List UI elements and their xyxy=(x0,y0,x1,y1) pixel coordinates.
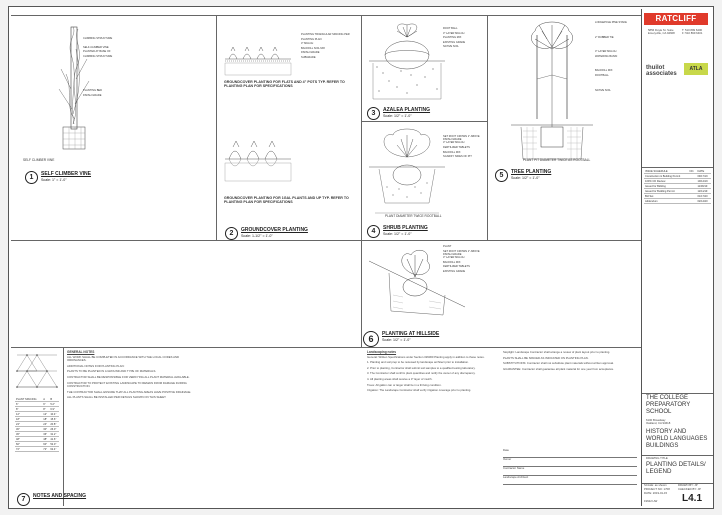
address-line: Emeryville, CA 94608 xyxy=(648,31,675,36)
spacing-cell: 48" xyxy=(42,437,49,442)
spacing-cell: 24" xyxy=(15,422,42,427)
schedule-header: DATE xyxy=(696,169,711,174)
schedule-number xyxy=(689,199,697,204)
detail-title: SELF CLIMBER VINE xyxy=(41,171,92,177)
schedule-description: Issued for Bidding xyxy=(644,184,689,189)
spacing-cell: 20.8" xyxy=(49,422,59,427)
issue-schedule xyxy=(644,169,711,204)
schedule-date: 10/14/19 xyxy=(696,179,711,184)
detail-5-drawing xyxy=(507,19,597,169)
callout: PLANT xyxy=(443,245,452,248)
project-name: HISTORY AND WORLD LANGUAGES BUILDINGS xyxy=(646,429,708,449)
schedule-title: ISSUE SCHEDULE xyxy=(644,169,689,174)
callout: 3" MULCH xyxy=(301,42,314,46)
firm-phone xyxy=(682,29,702,36)
callout: BACKFILL MIX xyxy=(595,69,613,73)
schedule-row xyxy=(644,199,711,204)
divider xyxy=(361,121,487,122)
detail-4-plan-label: PLANT DIAMETER TWICE ROOTBALL xyxy=(385,214,442,218)
callout: BACKFILL MIX xyxy=(443,150,461,154)
callout: 3" LAYER MULCH xyxy=(595,50,617,54)
detail-2-tag xyxy=(225,227,308,240)
callout: BACKFILL MIX xyxy=(443,260,461,264)
spacing-header: B xyxy=(49,397,59,402)
divider xyxy=(487,15,488,240)
spacing-cell: 48" xyxy=(15,437,42,442)
spacing-cell: 41.6" xyxy=(49,437,59,442)
callout: NATIVE SOIL xyxy=(443,45,459,49)
detail-4-drawing xyxy=(367,127,447,219)
title-block xyxy=(642,9,713,506)
spacing-cell: 18" xyxy=(15,417,42,422)
spacing-cell: 5.2" xyxy=(49,402,59,407)
school-name: THE COLLEGE PREPARATORY SCHOOL xyxy=(646,395,691,415)
spacing-cell: 6" xyxy=(15,402,42,407)
divider xyxy=(361,15,362,347)
detail-title: GROUNDCOVER PLANTING xyxy=(241,227,308,233)
callout: PLANTING BED xyxy=(83,89,103,93)
signature-label: Contractor Name xyxy=(503,466,525,470)
phone-line: F: 510 899 6401 xyxy=(682,31,703,36)
detail-scale: Scale: 1-1/2" = 1'-0" xyxy=(241,234,273,238)
spacing-cell: 12" xyxy=(15,412,42,417)
spacing-cell: 36" xyxy=(42,432,49,437)
spacing-cell: 6" xyxy=(42,402,49,407)
phone-line: T: 510 899 6400 xyxy=(682,28,703,32)
detail-4-callouts xyxy=(443,135,485,160)
signature-label: Owner xyxy=(503,457,512,461)
schedule-date: 12/11/19 xyxy=(696,189,711,194)
spacing-cell: 31.2" xyxy=(49,432,59,437)
detail-6-callouts xyxy=(443,245,487,274)
landscaping-notes-cont xyxy=(503,351,637,373)
spacing-cell: 52.0" xyxy=(49,442,59,447)
callout: SCARIFY SIDES OF PIT xyxy=(443,155,472,159)
detail-title: NOTES AND SPACING xyxy=(33,493,87,499)
address-line: 6100 Broadway xyxy=(646,418,666,422)
spacing-cell: 15.6" xyxy=(49,417,59,422)
top-border-line xyxy=(11,15,641,16)
divider xyxy=(216,15,217,240)
schedule-description: Addendum xyxy=(644,199,689,204)
spacing-header: A xyxy=(42,397,49,402)
callout: FERTILIZER TABLETS xyxy=(443,146,470,149)
callout: SELF-CLIMBER VINE PLANTED AT BASE OF CLIMBING STRUCTURE xyxy=(83,45,113,58)
drawing-sheet xyxy=(8,6,714,509)
spacing-cell: 30" xyxy=(42,427,49,432)
callout: SUBGRADE xyxy=(301,55,316,59)
callout: BACKFILL SOIL MIX xyxy=(301,46,326,50)
callout: PLANTING MIX xyxy=(443,36,462,40)
signature-label: Date xyxy=(503,448,509,452)
detail-title: SHRUB PLANTING xyxy=(383,225,428,231)
detail-title: TREE PLANTING xyxy=(511,169,552,175)
firm-logo: RATCLIFF xyxy=(644,13,708,25)
detail-4-tag xyxy=(367,225,428,238)
sheet-code: 19622 HW xyxy=(644,499,658,503)
spacing-cell: 6.9" xyxy=(49,407,59,412)
callout: 3" LAYER MULCH xyxy=(443,31,465,35)
note-item: ALL WORK SHALL BE COMPLETED IN ACCORDANCE WITH THE LOCAL CODES AND ORDINANCES. xyxy=(67,354,180,363)
detail-number: 1 xyxy=(25,171,38,184)
spacing-cell: 30" xyxy=(15,427,42,432)
detail-scale: Scale: 1/2" = 1'-0" xyxy=(383,114,412,118)
note-item: 4. All planting areas shall receive a 3" layer of mulch. xyxy=(367,376,433,381)
schedule-date: 11/06/19 xyxy=(696,184,711,189)
spacing-cell: 72" xyxy=(15,447,42,452)
divider xyxy=(11,347,641,348)
detail-2-note-1: GROUNDCOVER PLANTING FOR FLATS AND 4" POTS TYP. REFER TO PLANTING PLAN FOR SPECIFICATIONS xyxy=(224,80,345,88)
detail-1-plan-label: SELF CLIMBER VINE xyxy=(23,158,55,162)
school-address xyxy=(646,419,670,426)
note-item: 2. Prior to planting, Contractor shall submit soil samples to a qualified testing laboratory. xyxy=(367,365,476,370)
signature-line xyxy=(503,476,637,485)
callout: 3" LAYER MULCH xyxy=(443,141,465,145)
detail-5-tag xyxy=(495,169,551,182)
schedule-date: 09/17/19 xyxy=(696,174,711,179)
detail-number: 7 xyxy=(17,493,30,506)
consultant-logo-1: thuilot associates xyxy=(646,65,677,77)
drawing-title-label: DRAWING TITLE xyxy=(646,456,668,460)
divider xyxy=(63,347,64,506)
note-item: 3. The Contractor shall confirm plant quantities and notify the owner of any discrepancy. xyxy=(367,371,476,376)
detail-number: 6 xyxy=(363,331,379,347)
spacing-cell: 12" xyxy=(42,412,49,417)
divider xyxy=(11,240,641,241)
spacing-header: PLANT SPACING xyxy=(15,397,42,402)
signature-block xyxy=(503,449,637,485)
signature-line xyxy=(503,449,637,458)
spacing-cell: 10.4" xyxy=(49,412,59,417)
detail-1-tag xyxy=(25,171,91,184)
spacing-table xyxy=(15,397,59,452)
callout: SET ROOT CROWN 1" ABOVE FINISH GRADE xyxy=(443,249,480,256)
schedule-description: Issued for Building Permit xyxy=(644,189,689,194)
detail-5-plan-label: PLANT PIT DIAMETER TWICE AS ROOTBALL xyxy=(523,158,591,162)
callout: EXISTING GRADE xyxy=(443,269,466,273)
scale-label: SCALE: as shown xyxy=(644,483,667,487)
note-item: CONTRACTOR TO PROTECT EXISTING LANDSCAPE TO REMAIN FROM DAMAGE DURING CONSTRUCTION. xyxy=(67,380,187,389)
detail-scale: Scale: 1/2" = 1'-0" xyxy=(383,232,412,236)
schedule-header: NO. xyxy=(689,169,697,174)
note-item: SUBSTITUTIONS: Contractor shall not substitute plant materials without written approval. xyxy=(503,361,614,366)
callout: FERTILIZER TABLETS xyxy=(443,265,470,269)
callout: 2" RUBBER TIE xyxy=(595,35,614,39)
note-item: 1. Planting and soil prep to be reviewed by landscape architect prior to installation. xyxy=(367,360,469,365)
general-notes xyxy=(67,351,197,402)
spacing-row xyxy=(15,447,59,452)
detail-1-callouts xyxy=(83,37,121,99)
note-item: Irrigation: The Landscape Contractor shall verify irrigation coverage prior to planting. xyxy=(367,388,472,393)
firm-address xyxy=(648,29,678,36)
detail-3-tag xyxy=(367,107,430,120)
detail-5-callouts xyxy=(595,21,639,93)
detail-scale: Scale: 1/2" = 1'-0" xyxy=(382,338,411,342)
callout: PLANTING TRIANGULAR SPACING PER PLANTING PLAN xyxy=(301,33,350,41)
callout: 3" LAYER MULCH xyxy=(443,256,465,259)
sheet-number: L4.1 xyxy=(682,493,703,504)
schedule-description: 100% CD Review xyxy=(644,179,689,184)
callout: WATERING BASIN xyxy=(595,54,618,58)
detail-title: AZALEA PLANTING xyxy=(383,107,431,113)
address-line: Oakland, CA 94618 xyxy=(646,421,671,426)
callout: NATIVE SOIL xyxy=(595,88,611,92)
callout: CLIMBING STRUCTURE xyxy=(83,37,113,40)
detail-title: PLANTING AT HILLSIDE xyxy=(382,331,440,337)
callout: SET ROOT CROWN 1" ABOVE FINISH GRADE xyxy=(443,135,480,142)
detail-2-callouts xyxy=(301,33,359,61)
schedule-description: Construction & Building Permit xyxy=(644,174,689,179)
spacing-cell: 36" xyxy=(15,432,42,437)
callout: ROOT BALL xyxy=(443,27,458,30)
note-item: CONTRACTOR SHALL BE RESPONSIBLE FOR VERIFYING ALL PLANT MATERIAL AVAILABLE. xyxy=(67,374,190,379)
callout: LODGEPOLE PINE STAKE xyxy=(595,21,627,24)
note-item: Trees: All gallon can or larger shall be in a thriving condition. xyxy=(367,382,442,387)
detail-number: 2 xyxy=(225,227,238,240)
landscaping-notes xyxy=(367,351,495,395)
detail-3-callouts xyxy=(443,27,485,50)
detail-scale: Scale: 1/2" = 1'-0" xyxy=(511,176,540,180)
note-item: Stoplight: Landscape Contractor shall arrange a review of plant layout prior to planting. xyxy=(503,350,611,354)
note-item: ADDITIONAL NOTES FOR PLANTING PLAN: xyxy=(67,363,125,368)
spacing-cell: 62.4" xyxy=(49,447,59,452)
note-item: General: Written Specifications under Section 329300 Planting apply in addition to these notes. xyxy=(367,354,485,359)
detail-number: 4 xyxy=(367,225,380,238)
issue-schedule-box xyxy=(642,167,713,168)
schedule-date: 02/14/20 xyxy=(696,199,711,204)
schedule-date: 01/17/20 xyxy=(696,194,711,199)
drawing-area xyxy=(11,9,642,506)
note-item: GUARANTEE: Contractor shall guarantee all plant material for one year from acceptance. xyxy=(503,366,614,371)
detail-7-tag xyxy=(17,493,86,506)
notes-heading: Landscaping notes xyxy=(367,350,397,354)
spacing-cell: 8" xyxy=(42,407,49,412)
note-item: ALL PLANTS SHALL BE INSTALLED PER DETAILS SHOWN ON THIS SHEET. xyxy=(67,395,167,400)
spacing-cell: 60" xyxy=(15,442,42,447)
detail-number: 3 xyxy=(367,107,380,120)
detail-2-note-2: GROUNDCOVER PLANTING FOR 1GAL PLANTS AND UP TYP. REFER TO PLANTING PLAN FOR SPECIFICATIONS xyxy=(224,196,349,204)
detail-number: 5 xyxy=(495,169,508,182)
drawn-by: DRAWN BY: JP xyxy=(678,483,698,487)
sheet-title: PLANTING DETAILS/ LEGEND xyxy=(646,461,706,475)
detail-3-drawing xyxy=(367,23,447,103)
detail-6-tag xyxy=(363,331,439,347)
spacing-cell: 24" xyxy=(42,422,49,427)
note-item: THE CONTRACTOR SHALL ENSURE THAT ALL PLANTING AREAS HAVE POSITIVE DRAINAGE. xyxy=(67,389,192,394)
school-box xyxy=(642,393,713,394)
spacing-cell: 8" xyxy=(15,407,42,412)
consultant-logo-2: ATLA xyxy=(684,63,708,75)
project-number: PROJECT NO: 1708 xyxy=(644,487,670,491)
callout: FINISH GRADE xyxy=(301,51,320,55)
signature-label: Landscape Architect xyxy=(503,475,529,479)
note-item: PLANTS TO BE PLANTED IN A GROUND AND TYPE OF MATERIALS. xyxy=(67,369,157,374)
callout: ROOTBALL xyxy=(595,73,609,77)
note-item: PLANTS SHALL BE SPACED AS INDICATED ON PLANTING PLAN. xyxy=(503,355,589,360)
callout: EXISTING GRADE xyxy=(443,40,466,44)
spacing-cell: 26.0" xyxy=(49,427,59,432)
detail-scale: Scale: 1" = 1'-0" xyxy=(41,178,67,182)
address-line: 5856 Doyle St. Suite xyxy=(648,28,674,32)
spacing-cell: 18" xyxy=(42,417,49,422)
spacing-diagram xyxy=(15,351,61,391)
callout: FINISH GRADE xyxy=(83,93,102,97)
checked-by: CHECKED BY: JP xyxy=(678,487,701,491)
notes-heading: GENERAL NOTES xyxy=(67,350,95,354)
schedule-description: Bid Set xyxy=(644,194,689,199)
spacing-cell: 60" xyxy=(42,442,49,447)
sheet-date: DATE: 2019-01-15 xyxy=(644,491,668,495)
spacing-cell: 72" xyxy=(42,447,49,452)
